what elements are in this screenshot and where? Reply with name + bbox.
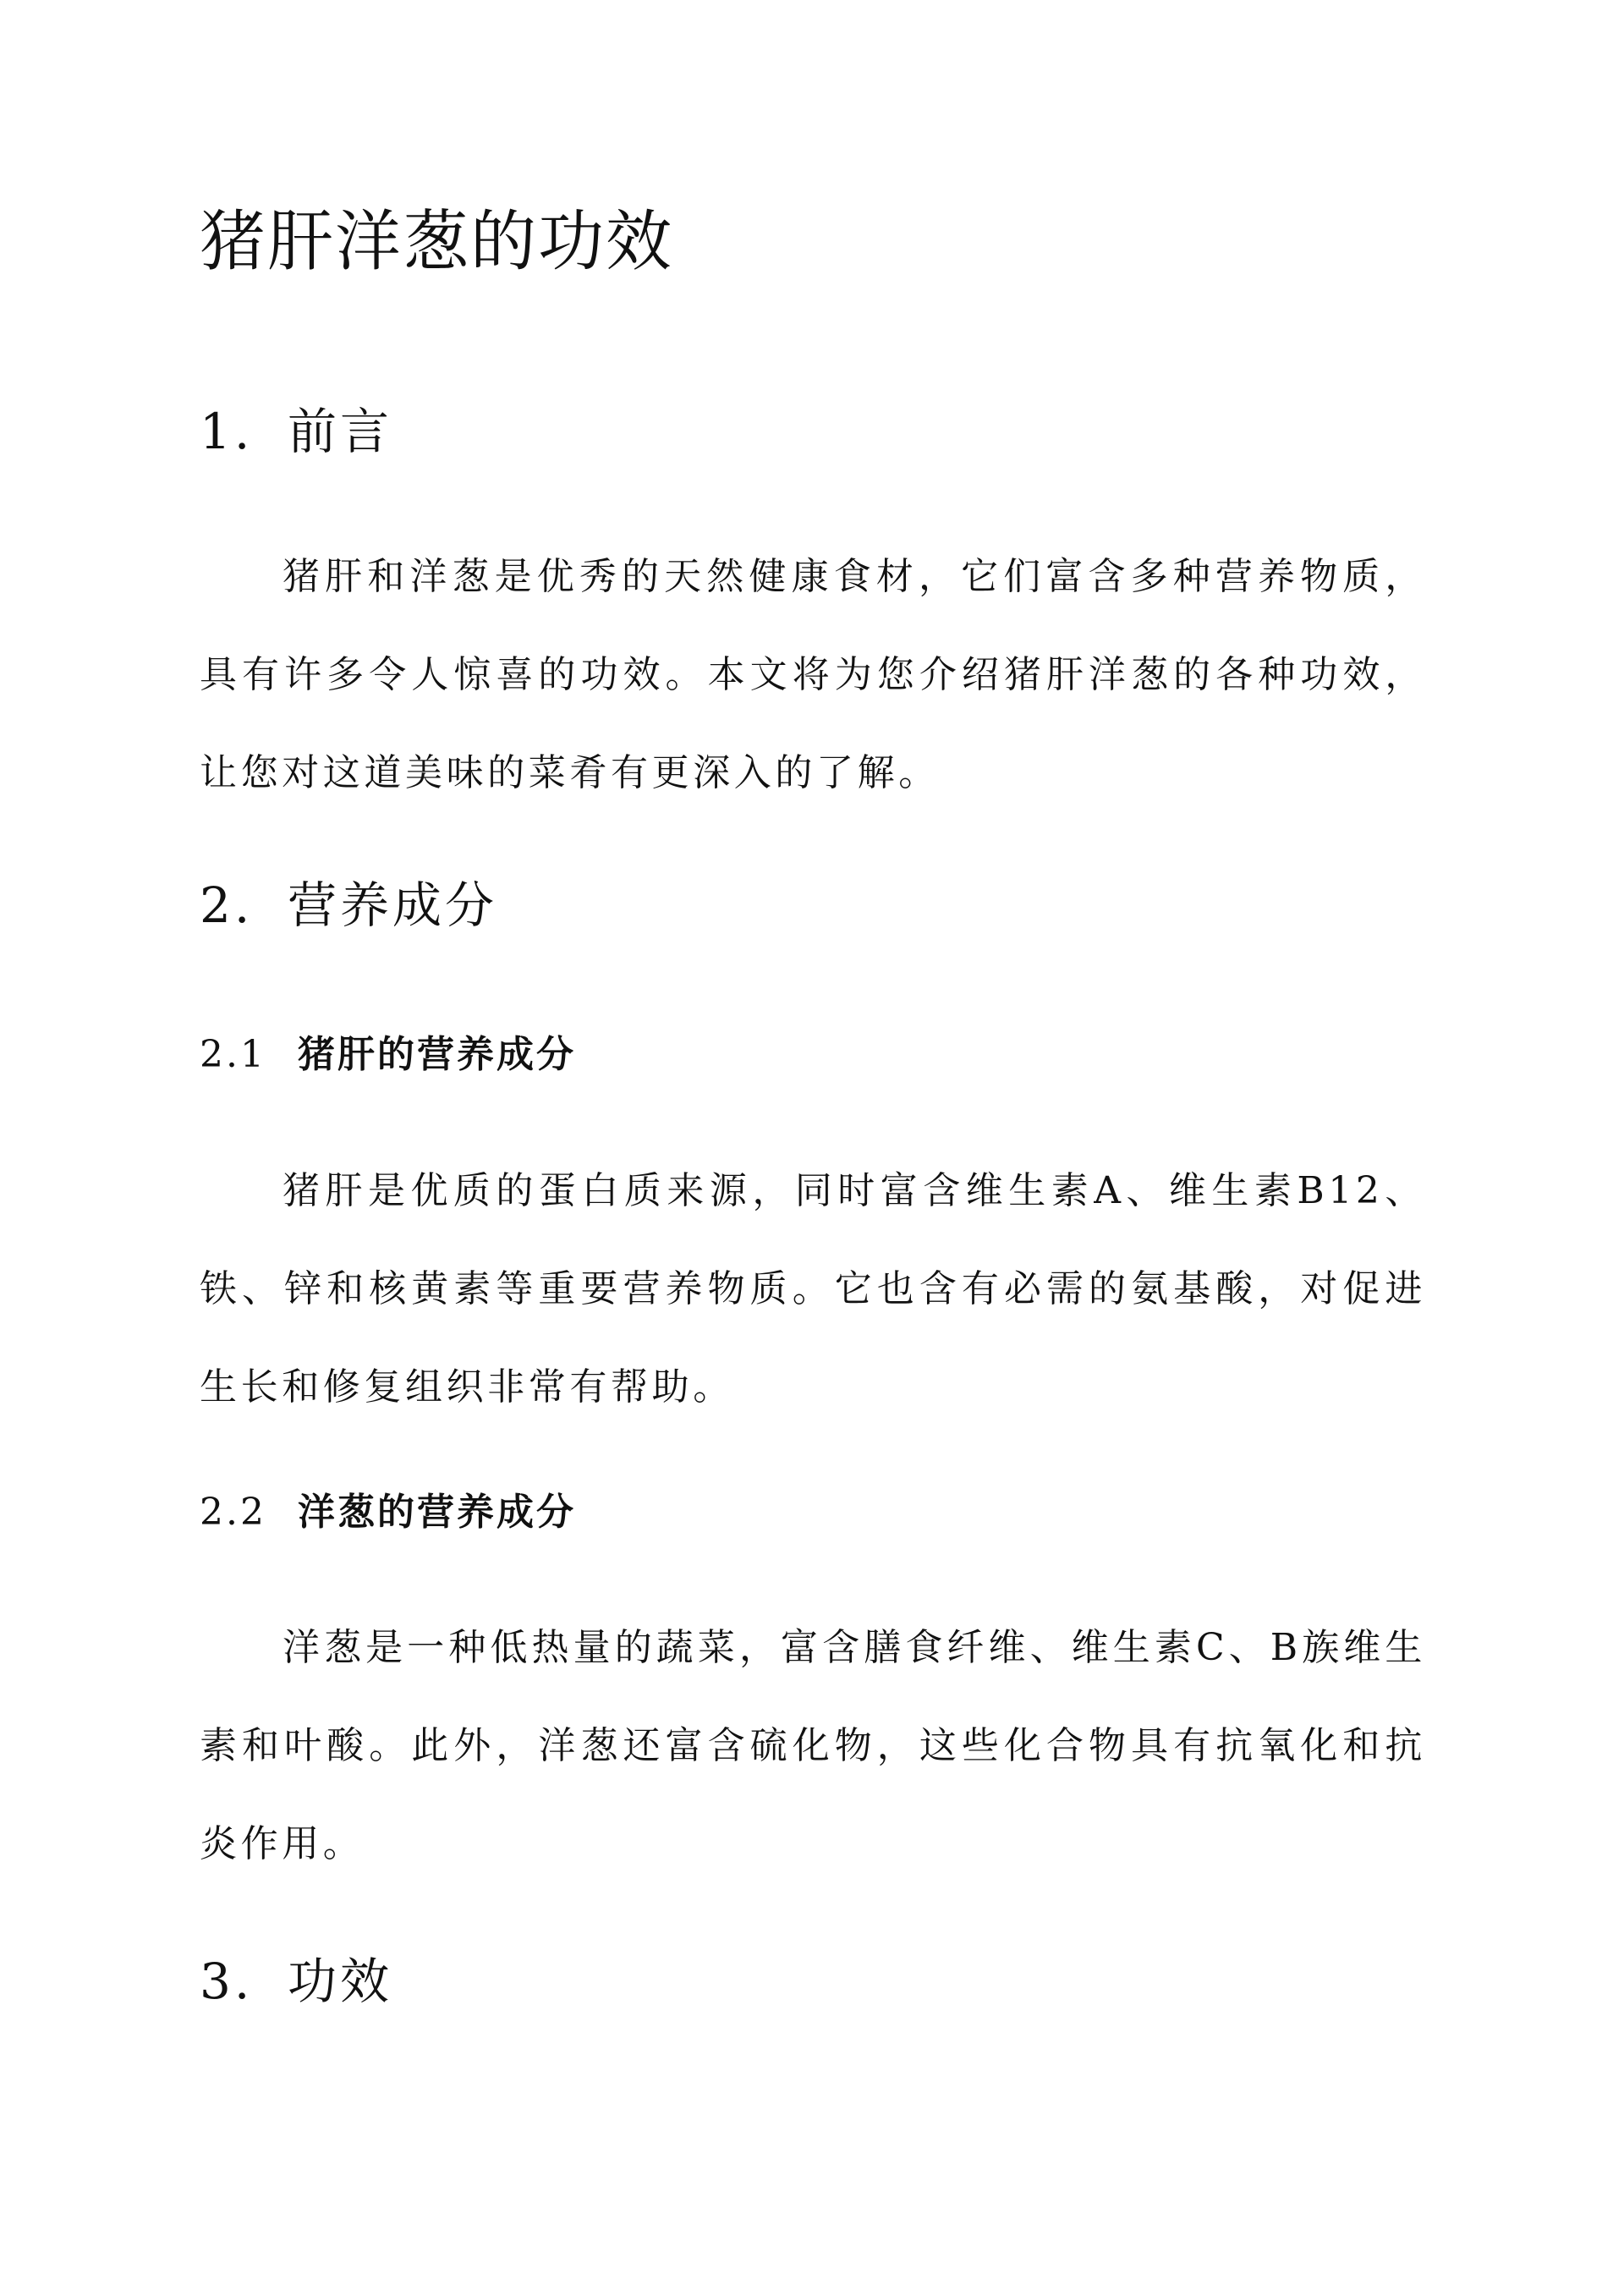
intro-paragraph: 猪肝和洋葱是优秀的天然健康食材，它们富含多种营养物质，具有许多令人惊喜的功效。本文将为您介绍猪肝洋葱的各种功效，让您对这道美味的菜肴有更深入的了解。 [200, 555, 1426, 794]
section-title: 前言 [288, 403, 393, 460]
subsection-heading-liver [200, 1031, 576, 1079]
subsection-number: 2.1 [200, 1033, 266, 1076]
section-title: 营养成分 [288, 876, 498, 934]
document-page [200, 0, 1426, 2296]
section-heading-benefits [200, 1951, 392, 2012]
liver-nutrition-paragraph: 猪肝是优质的蛋白质来源，同时富含维生素A、维生素B12、铁、锌和核黄素等重要营养物质。它也含有必需的氨基酸，对促进生长和修复组织非常有帮助。 [200, 1169, 1426, 1409]
section-heading-nutrition [200, 875, 497, 936]
section-number: 2. [200, 876, 254, 934]
section-number: 1. [200, 403, 254, 460]
section-number: 3. [200, 1953, 254, 2010]
section-heading-intro [200, 401, 392, 462]
subsection-heading-onion [200, 1489, 576, 1536]
subsection-number: 2.2 [200, 1491, 266, 1534]
subsection-title: 洋葱的营养成分 [298, 1491, 576, 1534]
onion-nutrition-paragraph: 洋葱是一种低热量的蔬菜，富含膳食纤维、维生素C、B族维生素和叶酸。此外，洋葱还富含硫化物，这些化合物具有抗氧化和抗炎作用。 [200, 1626, 1426, 1865]
subsection-title: 猪肝的营养成分 [298, 1033, 576, 1076]
section-title: 功效 [288, 1953, 393, 2010]
document-title: 猪肝洋葱的功效 [200, 204, 674, 280]
